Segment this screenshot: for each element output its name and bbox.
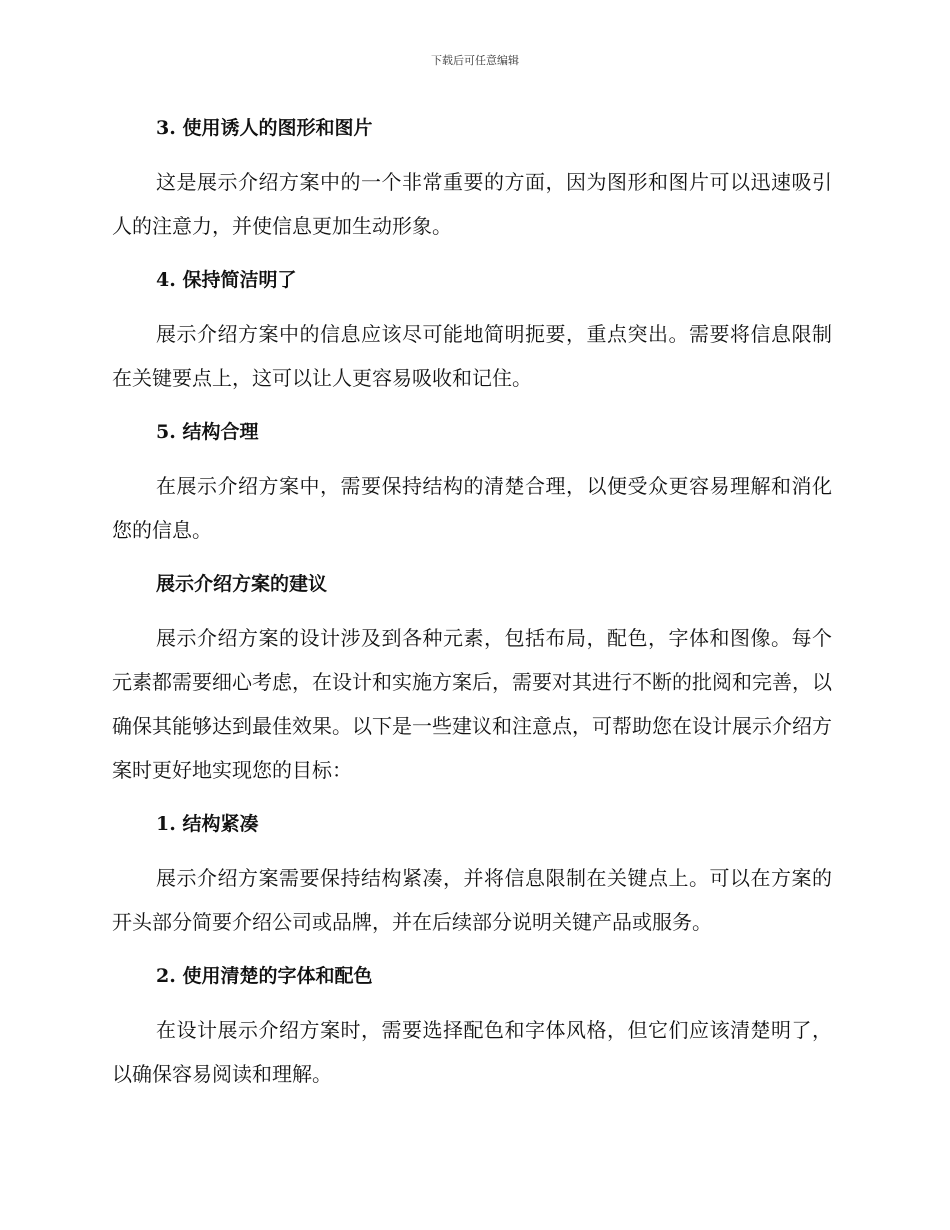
page-header: 下载后可任意编辑 — [431, 54, 519, 67]
section-heading: 2. 使用清楚的字体和配色 — [156, 965, 373, 987]
section-paragraph: 展示介绍方案需要保持结构紧凑，并将信息限制在关键点上。可以在方案的开头部分简要介绍公司或品牌，并在后续部分说明关键产品或服务。 — [112, 866, 832, 934]
section-heading: 3. 使用诱人的图形和图片 — [156, 117, 373, 139]
section-heading: 5. 结构合理 — [156, 421, 259, 443]
section-paragraph: 在设计展示介绍方案时，需要选择配色和字体风格，但它们应该清楚明了，以确保容易阅读和理解。 — [112, 1018, 832, 1086]
section-paragraph: 展示介绍方案的设计涉及到各种元素，包括布局，配色，字体和图像。每个元素都需要细心考虑，在设计和实施方案后，需要对其进行不断的批阅和完善，以确保其能够达到最佳效果。以下是一些建议和注意点，可帮助您在设计展示介绍方案时更好地实现您的目标： — [112, 626, 832, 782]
section-paragraph: 在展示介绍方案中，需要保持结构的清楚合理，以便受众更容易理解和消化您的信息。 — [112, 474, 832, 542]
section-heading: 1. 结构紧凑 — [156, 813, 259, 835]
document-body — [112, 108, 832, 1108]
section-paragraph: 这是展示介绍方案中的一个非常重要的方面，因为图形和图片可以迅速吸引人的注意力，并使信息更加生动形象。 — [112, 170, 832, 238]
section-paragraph: 展示介绍方案中的信息应该尽可能地简明扼要，重点突出。需要将信息限制在关键要点上，这可以让人更容易吸收和记住。 — [112, 322, 832, 390]
section-heading: 4. 保持简洁明了 — [156, 269, 297, 291]
section-heading: 展示介绍方案的建议 — [156, 573, 328, 595]
